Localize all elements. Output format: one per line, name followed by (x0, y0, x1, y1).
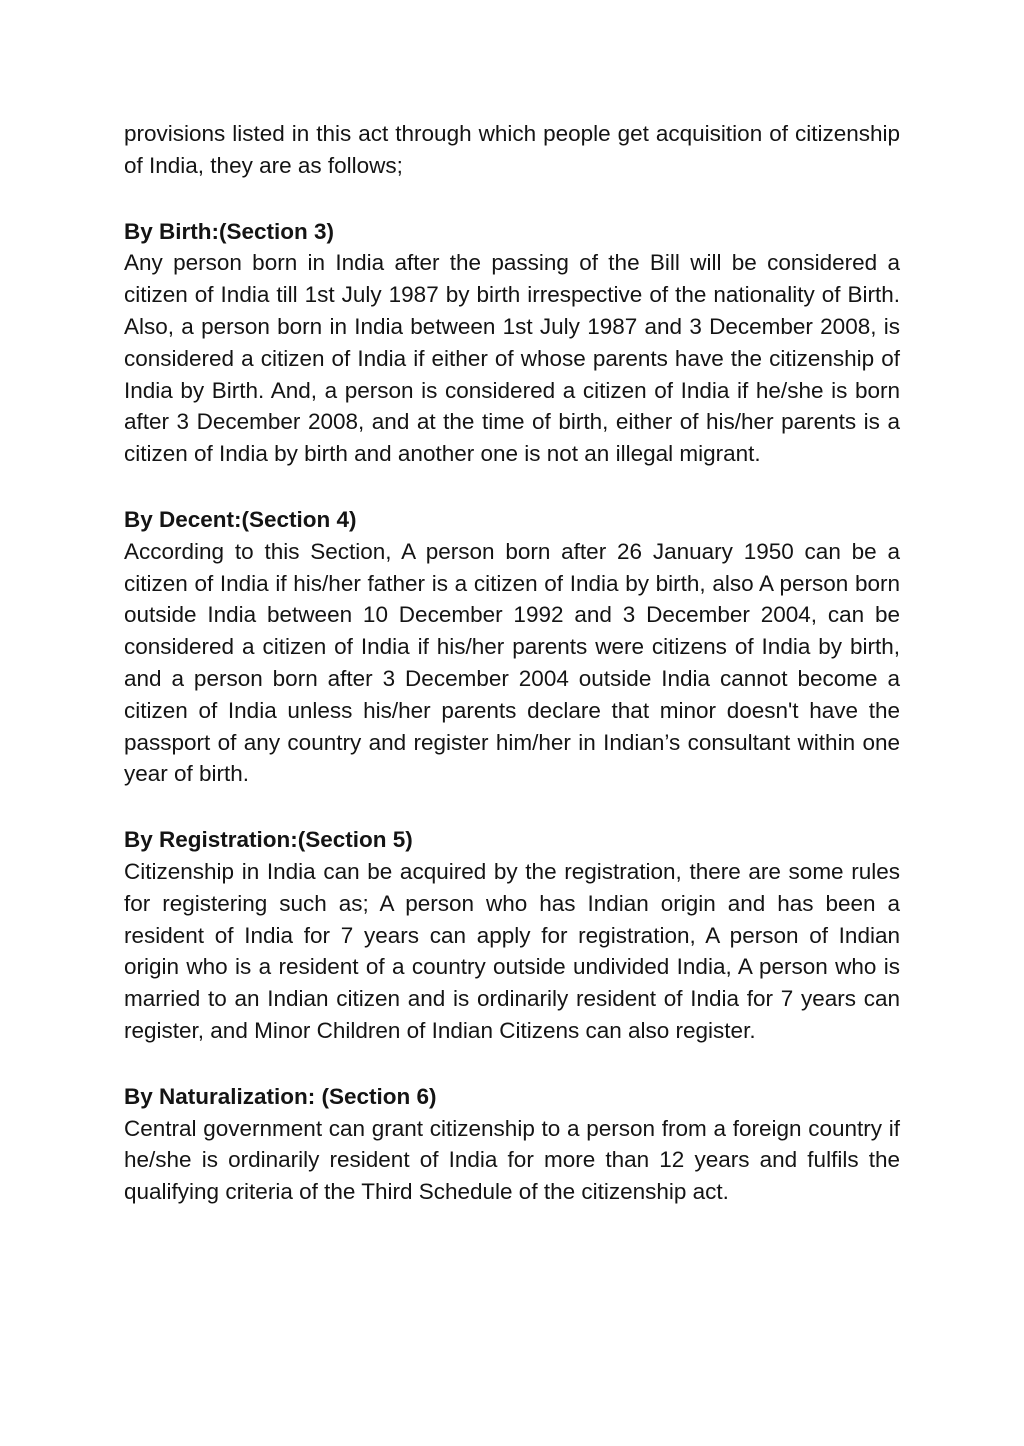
spacer (124, 790, 900, 824)
section-heading-registration: By Registration:(Section 5) (124, 827, 413, 853)
spacer (124, 470, 900, 504)
section-heading-descent: By Decent:(Section 4) (124, 506, 357, 532)
section-heading-naturalization: By Naturalization: (Section 6) (124, 1083, 437, 1109)
document-page (124, 118, 900, 1208)
intro-paragraph: provisions listed in this act through which people get acquisition of citizenship of India, they are as follows; (124, 121, 900, 178)
section-body-naturalization: Central government can grant citizenship to a person from a foreign country if he/she is ordinarily resident of India for more than 12 years and fulfils the qualifying criteria of the Third Schedule of the citizenship act. (124, 1115, 900, 1205)
section-body-registration: Citizenship in India can be acquired by the registration, there are some rules for registering such as; A person who has Indian origin and has been a resident of India for 7 years can apply for registration, A person of Indian origin who is a resident of a country outside undivided India, A person who is married to an Indian citizen and is ordinarily resident of India for 7 years can register, and Minor Children of Indian Citizens can also register. (124, 858, 900, 1043)
section-body-descent: According to this Section, A person born after 26 January 1950 can be a citizen of India if his/her father is a citizen of India by birth, also A person born outside India between 10 December 1992 and 3 December 2004, can be considered a citizen of India if his/her parents were citizens of India by birth, and a person born after 3 December 2004 outside India cannot become a citizen of India unless his/her parents declare that minor doesn't have the passport of any country and register him/her in Indian’s consultant within one year of birth. (124, 538, 900, 787)
spacer (124, 1047, 900, 1081)
section-heading-birth: By Birth:(Section 3) (124, 218, 335, 244)
section-body-birth: Any person born in India after the passing of the Bill will be considered a citizen of India till 1st July 1987 by birth irrespective of the nationality of Birth. Also, a person born in India between 1st July 1987 and 3 December 2008, is considered a citizen of India if either of whose parents have the citizenship of India by Birth. And, a person is considered a citizen of India if he/she is born after 3 December 2008, and at the time of birth, either of his/her parents is a citizen of India by birth and another one is not an illegal migrant. (124, 250, 900, 467)
spacer (124, 182, 900, 216)
